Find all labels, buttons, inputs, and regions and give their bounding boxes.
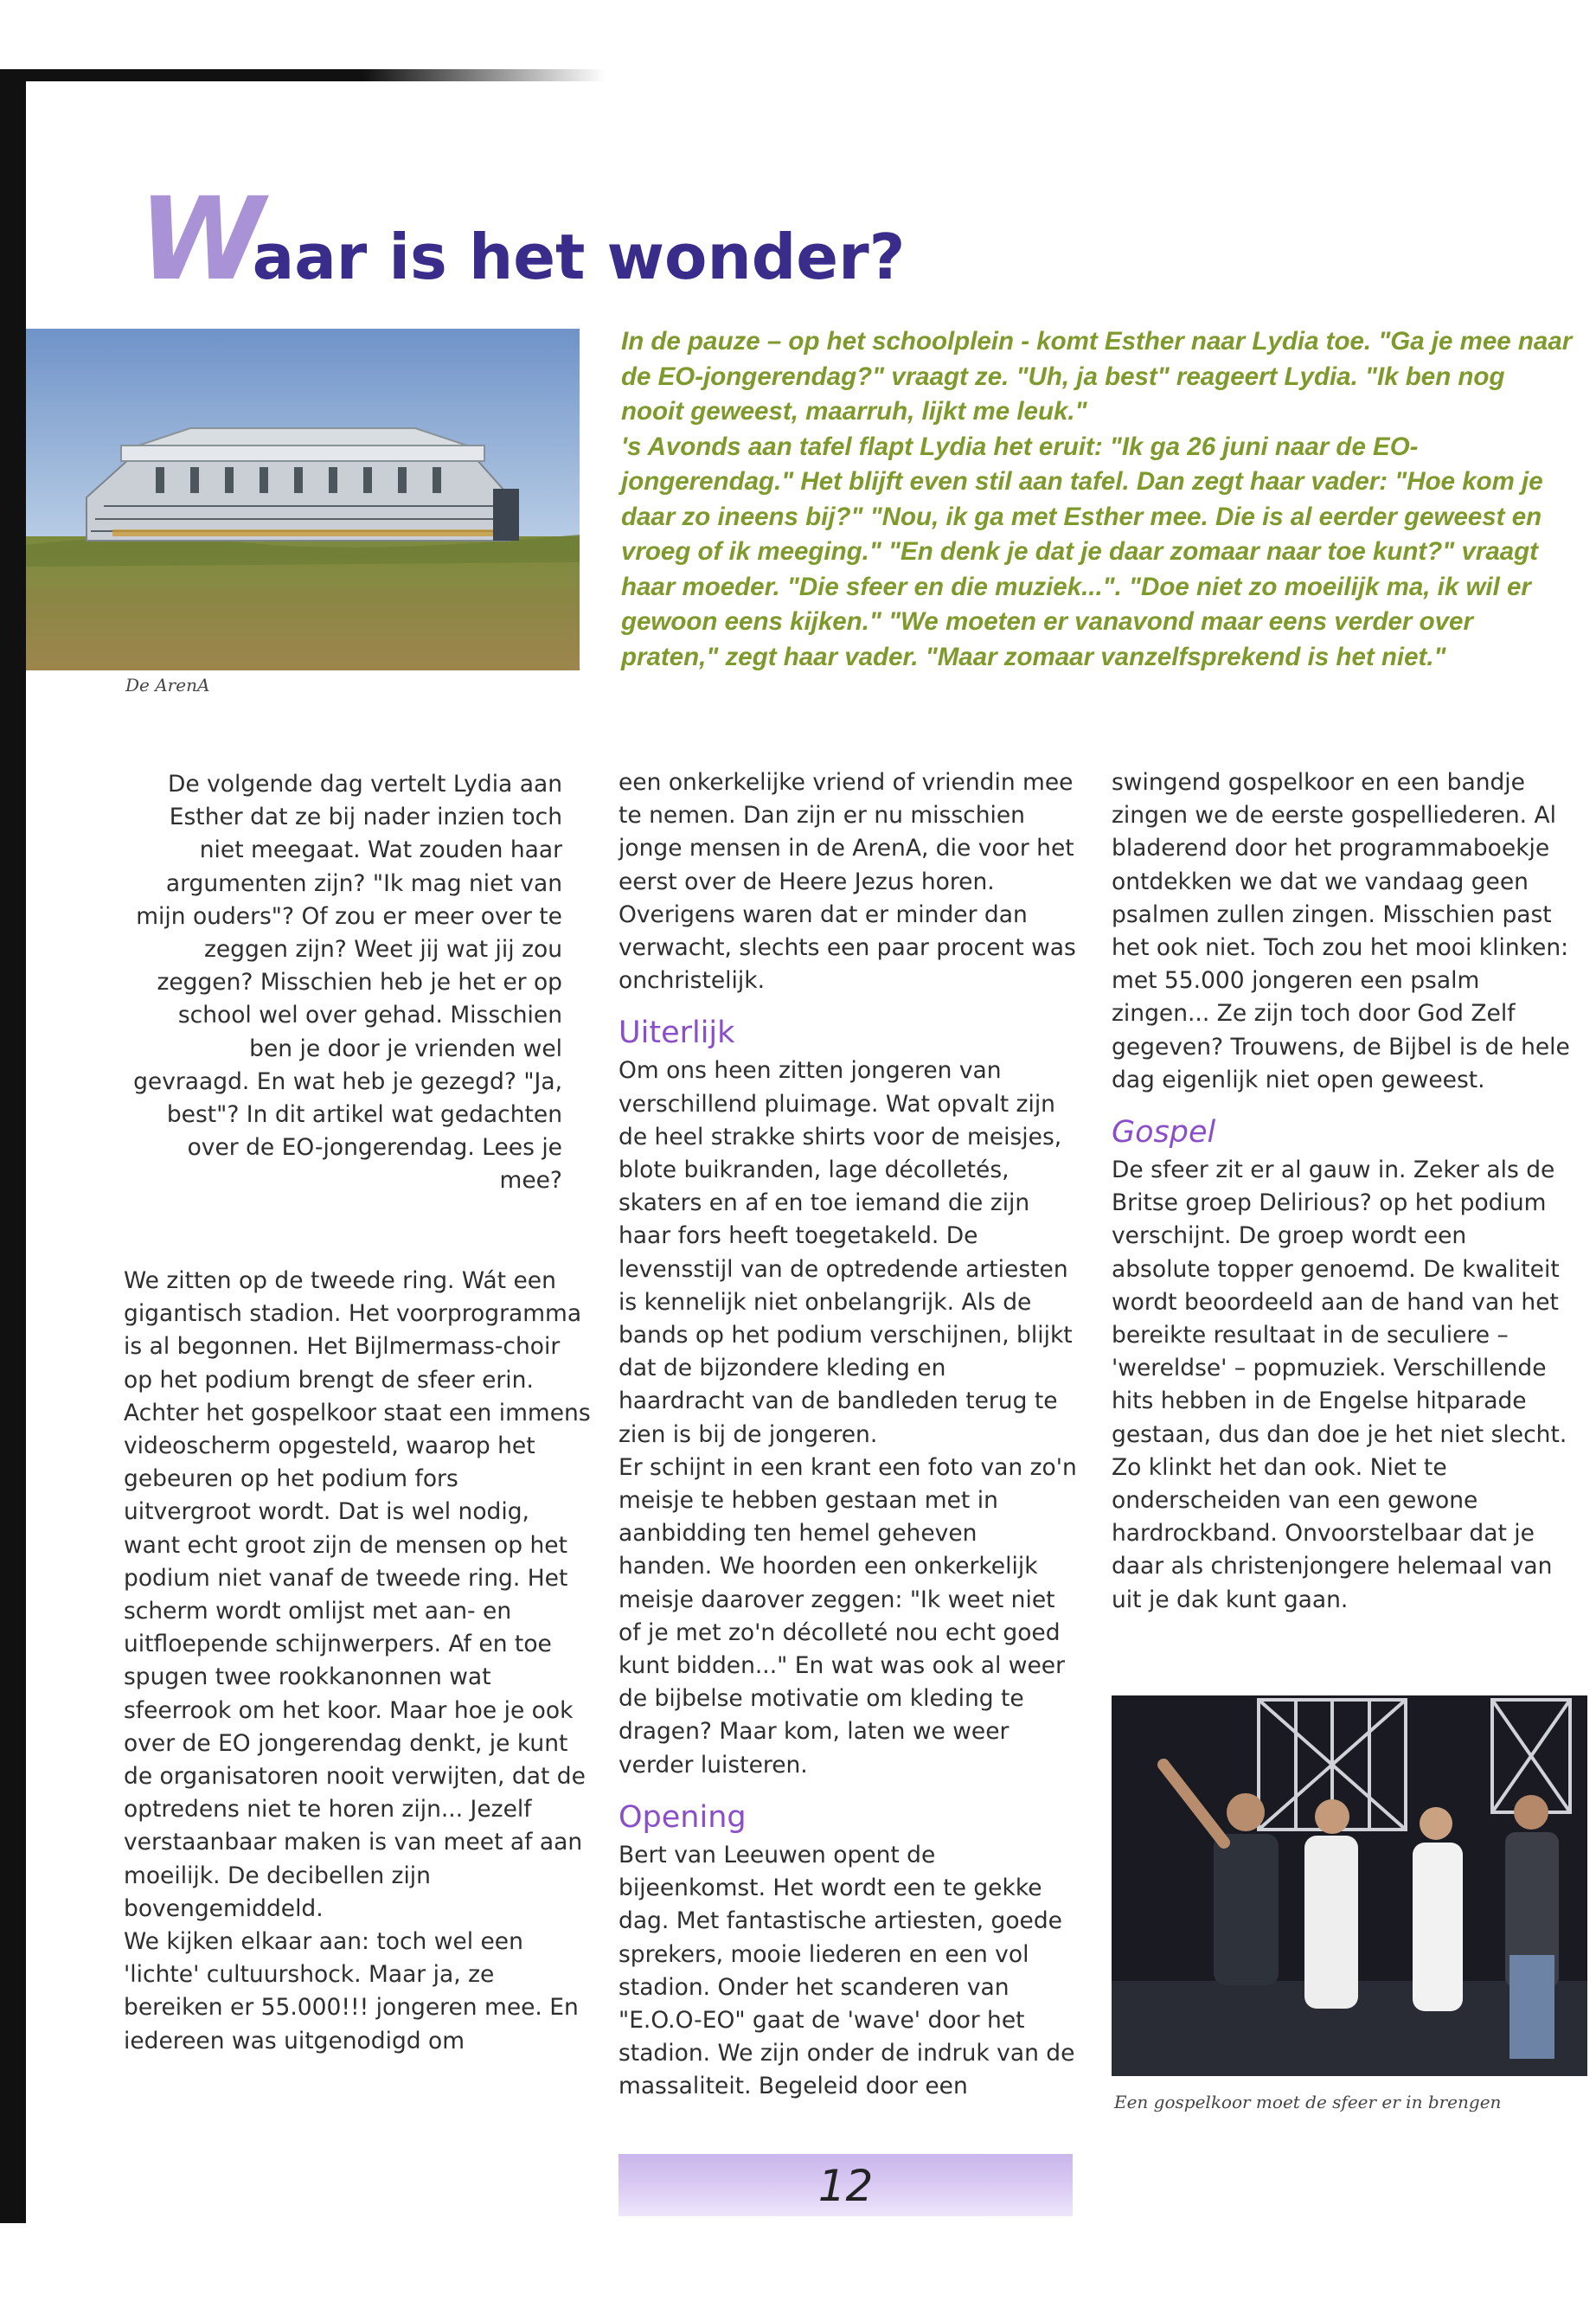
column-2 — [619, 766, 1077, 2104]
page-number-bar — [619, 2154, 1073, 2216]
stadium-photo — [26, 329, 580, 670]
body-paragraph: een onkerkelijke vriend of vriendin mee te nemen. Dan zijn er nu misschien jonge mensen in de ArenA, die voor het eerst over de Heere Jezus horen. Overigens waren dat er minder dan verwacht, slechts een paar procent was onchristelijk. — [619, 769, 1076, 995]
title-rest: aar is het wonder? — [252, 221, 906, 293]
title-initial: W — [138, 173, 260, 306]
body-paragraph: Achter het gospelkoor staat een immens videoscherm opgesteld, waarop het gebeuren op het podium fors uitvergroot wordt. Dat is wel nodig, want echt groot zijn de mensen op het podium niet vanaf de tweede ring. Het scherm wordt omlijst met aan- en uitfloepende schijnwerpers. Af en toe spugen twee rookkanonnen wat sfeerrook om het koor. Maar hoe je ook over de EO jongerendag denkt, je kunt de organisatoren nooit verwijten, dat de optredens niet te horen zijn... Jezelf verstaanbaar maken is van meet af aan moeilijk. De decibellen zijn bovengemiddeld. — [124, 1399, 591, 1922]
stage-illustration — [1112, 1695, 1587, 2076]
subheading-opening: Opening — [619, 1799, 747, 1835]
scan-edge-top — [0, 69, 606, 81]
body-paragraph: Om ons heen zitten jongeren van verschillend pluimage. Wat opvalt zijn de heel strakke shirts voor de meisjes, blote buikranden, lage décolletés, skaters en af en toe iemand die zijn haar fors heeft toegetakeld. De levensstijl van de optredende artiesten is kennelijk niet onbelangrijk. Als de bands op het podium verschijnen, blijkt dat de bijzondere kleding en haardracht van de bandleden terug te zien is bij de jongeren. — [619, 1057, 1073, 1448]
body-paragraph: De sfeer zit er al gauw in. Zeker als de Britse groep Delirious? op het podium verschijnt. De groep wordt een absolute topper genoemd. De kwaliteit wordt beoordeeld aan de hand van het bereikte resultaat in de seculiere – 'wereldse' – popmuziek. Verschillende hits hebben in de Engelse hitparade gestaan, dus dan doe je het niet slecht. Zo klinkt het dan ook. Niet te onderscheiden van een gewone hardrockband. Onvoorstelbaar dat je daar als christenjongere helemaal van uit je dak kunt gaan. — [1112, 1157, 1567, 1613]
stage-caption: Een gospelkoor moet de sfeer er in brengen — [1114, 2092, 1502, 2112]
body-paragraph: Er schijnt in een krant een foto van zo'n meisje te hebben gestaan met in aanbidding ten hemel geheven handen. We hoorden een onkerkelijk meisje daarover zeggen: "Ik weet niet of je met zo'n décolleté nou echt goed kunt bidden..." En wat was ook al weer de bijbelse motivatie om kleding te dragen? Maar kom, laten we weer verder luisteren. — [619, 1453, 1077, 1779]
intro-text — [621, 324, 1573, 675]
stadium-caption: De ArenA — [125, 675, 210, 695]
page-number: 12 — [817, 2161, 874, 2211]
stadium-illustration — [26, 329, 580, 670]
scan-edge-left — [0, 69, 26, 2223]
column-1 — [124, 1265, 591, 2058]
subheading-uiterlijk: Uiterlijk — [619, 1016, 735, 1051]
body-paragraph: swingend gospelkoor en een bandje zingen we de eerste gospelliederen. Al bladerend door het programmaboekje ontdekken we dat we vandaag geen psalmen zullen zingen. Misschien past het ook niet. Toch zou het mooi klinken: met 55.000 jongeren een psalm zingen... Ze zijn toch door God Zelf gegeven? Trouwens, de Bijbel is de hele dag eigenlijk niet open geweest. — [1112, 769, 1570, 1093]
intro-paragraph: In de pauze – op het schoolplein - komt Esther naar Lydia toe. "Ga je mee naar de EO-jongerendag?" vraagt ze. "Uh, ja best" reageert Lydia. "Ik ben nog nooit geweest, maarruh, lijkt me leuk." — [621, 327, 1573, 426]
body-paragraph: We zitten op de tweede ring. Wát een gigantisch stadion. Het voorprogramma is al begonnen. Het Bijlmermass-choir op het podium brengt de sfeer erin. — [124, 1267, 582, 1394]
article-title — [138, 173, 906, 306]
lead-paragraph: De volgende dag vertelt Lydia aan Esther dat ze bij nader inzien toch niet meegaat. Wat zouden haar argumenten zijn? "Ik mag niet van mijn ouders"? Of zou er meer over te zeggen zijn? Weet jij wat jij zou zeggen? Misschien heb je het er op school wel over gehad. Misschien ben je door je vrienden wel gevraagd. En wat heb je gezegd? "Ja, best"? In dit artikel wat gedachten over de EO-jongerendag. Lees je mee? — [133, 771, 562, 1195]
intro-paragraph: 's Avonds aan tafel flapt Lydia het eruit: "Ik ga 26 juni naar de EO-jongerendag." Het blijft even stil aan tafel. Dan zegt haar vader: "Hoe kom je daar zo ineens bij?" "Nou, ik ga met Esther mee. Die is al eerder geweest en vroeg of ik meeging." "En denk je dat je daar zomaar naar toe kunt?" vraagt haar moeder. "Die sfeer en die muziek...". "Doe niet zo moeilijk ma, ik wil er gewoon eens kijken." "We moeten er vanavond maar eens verder over praten," zegt haar vader. "Maar zomaar vanzelfsprekend is het niet." — [621, 432, 1543, 671]
body-paragraph: We kijken elkaar aan: toch wel een 'lichte' cultuurshock. Maar ja, ze bereiken er 55.000!!! jongeren mee. En iedereen was uitgenodigd om — [124, 1928, 579, 2054]
subheading-gospel: Gospel — [1112, 1115, 1216, 1150]
stadium-building — [87, 428, 519, 541]
column-3 — [1112, 766, 1570, 1617]
body-paragraph: Bert van Leeuwen opent de bijeenkomst. Het wordt een te gekke dag. Met fantastische artiesten, goede sprekers, mooie liederen en een vol stadion. Onder het scanderen van "E.O.O-EO" gaat de 'wave' door het stadion. We zijn onder de indruk van de massaliteit. Begeleid door een — [619, 1841, 1075, 2100]
gospel-choir-photo — [1112, 1695, 1587, 2076]
